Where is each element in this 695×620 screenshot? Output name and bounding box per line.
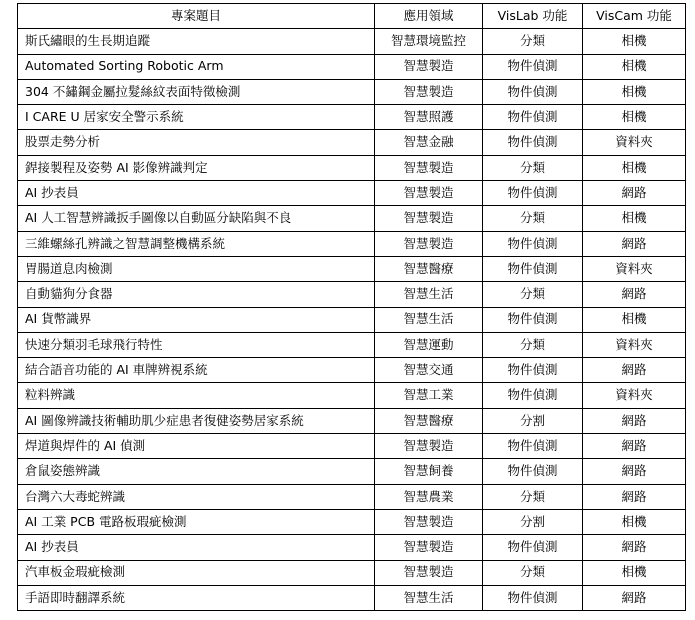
cell-project-title: AI 貨幣識界: [18, 307, 375, 332]
table-row: [18, 155, 686, 180]
cell-vislab-function: 分類: [483, 29, 583, 54]
cell-viscam-function: 相機: [583, 560, 686, 585]
cell-application-domain: 智慧製造: [375, 535, 483, 560]
header-application-domain: 應用領域: [375, 4, 483, 29]
table-row: [18, 282, 686, 307]
cell-vislab-function: 分類: [483, 206, 583, 231]
table-row: [18, 256, 686, 281]
cell-project-title: AI 人工智慧辨識扳手圖像以自動區分缺陷與不良: [18, 206, 375, 231]
cell-viscam-function: 網路: [583, 282, 686, 307]
cell-viscam-function: 相機: [583, 79, 686, 104]
cell-project-title: AI 工業 PCB 電路板瑕疵檢測: [18, 509, 375, 534]
cell-viscam-function: 網路: [583, 408, 686, 433]
cell-vislab-function: 物件偵測: [483, 54, 583, 79]
cell-application-domain: 智慧飼養: [375, 459, 483, 484]
table-row: [18, 130, 686, 155]
cell-vislab-function: 物件偵測: [483, 105, 583, 130]
cell-viscam-function: 網路: [583, 585, 686, 610]
cell-vislab-function: 分割: [483, 509, 583, 534]
cell-vislab-function: 物件偵測: [483, 459, 583, 484]
cell-vislab-function: 物件偵測: [483, 231, 583, 256]
cell-viscam-function: 相機: [583, 105, 686, 130]
table-row: [18, 105, 686, 130]
cell-vislab-function: 分割: [483, 408, 583, 433]
cell-viscam-function: 網路: [583, 231, 686, 256]
cell-project-title: AI 抄表員: [18, 181, 375, 206]
table-row: [18, 585, 686, 610]
table-header-row: [18, 4, 686, 29]
cell-viscam-function: 網路: [583, 181, 686, 206]
cell-application-domain: 智慧照護: [375, 105, 483, 130]
cell-vislab-function: 物件偵測: [483, 130, 583, 155]
cell-application-domain: 智慧醫療: [375, 408, 483, 433]
table-row: [18, 54, 686, 79]
cell-viscam-function: 資料夾: [583, 332, 686, 357]
cell-project-title: 銲接製程及姿勢 AI 影像辨識判定: [18, 155, 375, 180]
cell-viscam-function: 相機: [583, 54, 686, 79]
cell-viscam-function: 網路: [583, 459, 686, 484]
header-project-title: 專案題目: [18, 4, 375, 29]
cell-project-title: Automated Sorting Robotic Arm: [18, 54, 375, 79]
cell-viscam-function: 相機: [583, 155, 686, 180]
cell-viscam-function: 相機: [583, 307, 686, 332]
header-viscam-function: VisCam 功能: [583, 4, 686, 29]
project-table-container: [17, 3, 686, 611]
cell-application-domain: 智慧製造: [375, 79, 483, 104]
table-row: [18, 434, 686, 459]
cell-project-title: 胃腸道息肉檢測: [18, 256, 375, 281]
cell-application-domain: 智慧金融: [375, 130, 483, 155]
table-row: [18, 206, 686, 231]
cell-viscam-function: 網路: [583, 434, 686, 459]
cell-project-title: AI 抄表員: [18, 535, 375, 560]
table-row: [18, 535, 686, 560]
cell-project-title: I CARE U 居家安全警示系統: [18, 105, 375, 130]
cell-application-domain: 智慧生活: [375, 307, 483, 332]
cell-project-title: 手語即時翻譯系統: [18, 585, 375, 610]
cell-project-title: 焊道與焊件的 AI 偵測: [18, 434, 375, 459]
header-vislab-function: VisLab 功能: [483, 4, 583, 29]
project-table: [17, 3, 686, 611]
cell-project-title: 快速分類羽毛球飛行特性: [18, 332, 375, 357]
cell-application-domain: 智慧製造: [375, 181, 483, 206]
cell-project-title: 304 不鏽鋼金屬拉髮絲紋表面特徵檢測: [18, 79, 375, 104]
cell-viscam-function: 相機: [583, 29, 686, 54]
cell-viscam-function: 網路: [583, 358, 686, 383]
table-row: [18, 231, 686, 256]
cell-viscam-function: 網路: [583, 535, 686, 560]
cell-viscam-function: 資料夾: [583, 256, 686, 281]
cell-vislab-function: 物件偵測: [483, 434, 583, 459]
cell-application-domain: 智慧工業: [375, 383, 483, 408]
cell-vislab-function: 分類: [483, 560, 583, 585]
cell-viscam-function: 相機: [583, 206, 686, 231]
cell-project-title: 倉鼠姿態辨識: [18, 459, 375, 484]
cell-vislab-function: 物件偵測: [483, 256, 583, 281]
table-row: [18, 484, 686, 509]
cell-vislab-function: 物件偵測: [483, 383, 583, 408]
cell-application-domain: 智慧製造: [375, 434, 483, 459]
cell-viscam-function: 網路: [583, 484, 686, 509]
cell-application-domain: 智慧製造: [375, 231, 483, 256]
table-row: [18, 79, 686, 104]
cell-application-domain: 智慧製造: [375, 560, 483, 585]
cell-application-domain: 智慧製造: [375, 54, 483, 79]
cell-viscam-function: 資料夾: [583, 130, 686, 155]
table-row: [18, 383, 686, 408]
cell-vislab-function: 分類: [483, 282, 583, 307]
cell-vislab-function: 分類: [483, 484, 583, 509]
cell-project-title: 台灣六大毒蛇辨識: [18, 484, 375, 509]
cell-project-title: 結合語音功能的 AI 車牌辨視系統: [18, 358, 375, 383]
table-body: [18, 29, 686, 611]
cell-project-title: 股票走勢分析: [18, 130, 375, 155]
table-row: [18, 509, 686, 534]
cell-application-domain: 智慧環境監控: [375, 29, 483, 54]
cell-application-domain: 智慧製造: [375, 509, 483, 534]
cell-viscam-function: 相機: [583, 509, 686, 534]
table-row: [18, 459, 686, 484]
cell-application-domain: 智慧生活: [375, 282, 483, 307]
cell-application-domain: 智慧製造: [375, 155, 483, 180]
cell-vislab-function: 物件偵測: [483, 535, 583, 560]
cell-viscam-function: 資料夾: [583, 383, 686, 408]
cell-application-domain: 智慧醫療: [375, 256, 483, 281]
table-row: [18, 408, 686, 433]
cell-vislab-function: 物件偵測: [483, 585, 583, 610]
cell-project-title: AI 圖像辨識技術輔助肌少症患者復健姿勢居家系統: [18, 408, 375, 433]
cell-project-title: 粒料辨識: [18, 383, 375, 408]
cell-vislab-function: 物件偵測: [483, 181, 583, 206]
cell-project-title: 自動貓狗分食器: [18, 282, 375, 307]
cell-vislab-function: 物件偵測: [483, 307, 583, 332]
table-row: [18, 307, 686, 332]
cell-application-domain: 智慧製造: [375, 206, 483, 231]
cell-application-domain: 智慧生活: [375, 585, 483, 610]
cell-vislab-function: 分類: [483, 155, 583, 180]
cell-project-title: 斯氏繡眼的生長期追蹤: [18, 29, 375, 54]
table-row: [18, 560, 686, 585]
table-row: [18, 29, 686, 54]
table-row: [18, 332, 686, 357]
table-row: [18, 358, 686, 383]
cell-application-domain: 智慧農業: [375, 484, 483, 509]
cell-project-title: 汽車板金瑕疵檢測: [18, 560, 375, 585]
table-row: [18, 181, 686, 206]
cell-project-title: 三維螺絲孔辨識之智慧調整機構系統: [18, 231, 375, 256]
cell-vislab-function: 分類: [483, 332, 583, 357]
cell-vislab-function: 物件偵測: [483, 358, 583, 383]
cell-application-domain: 智慧交通: [375, 358, 483, 383]
cell-application-domain: 智慧運動: [375, 332, 483, 357]
cell-vislab-function: 物件偵測: [483, 79, 583, 104]
